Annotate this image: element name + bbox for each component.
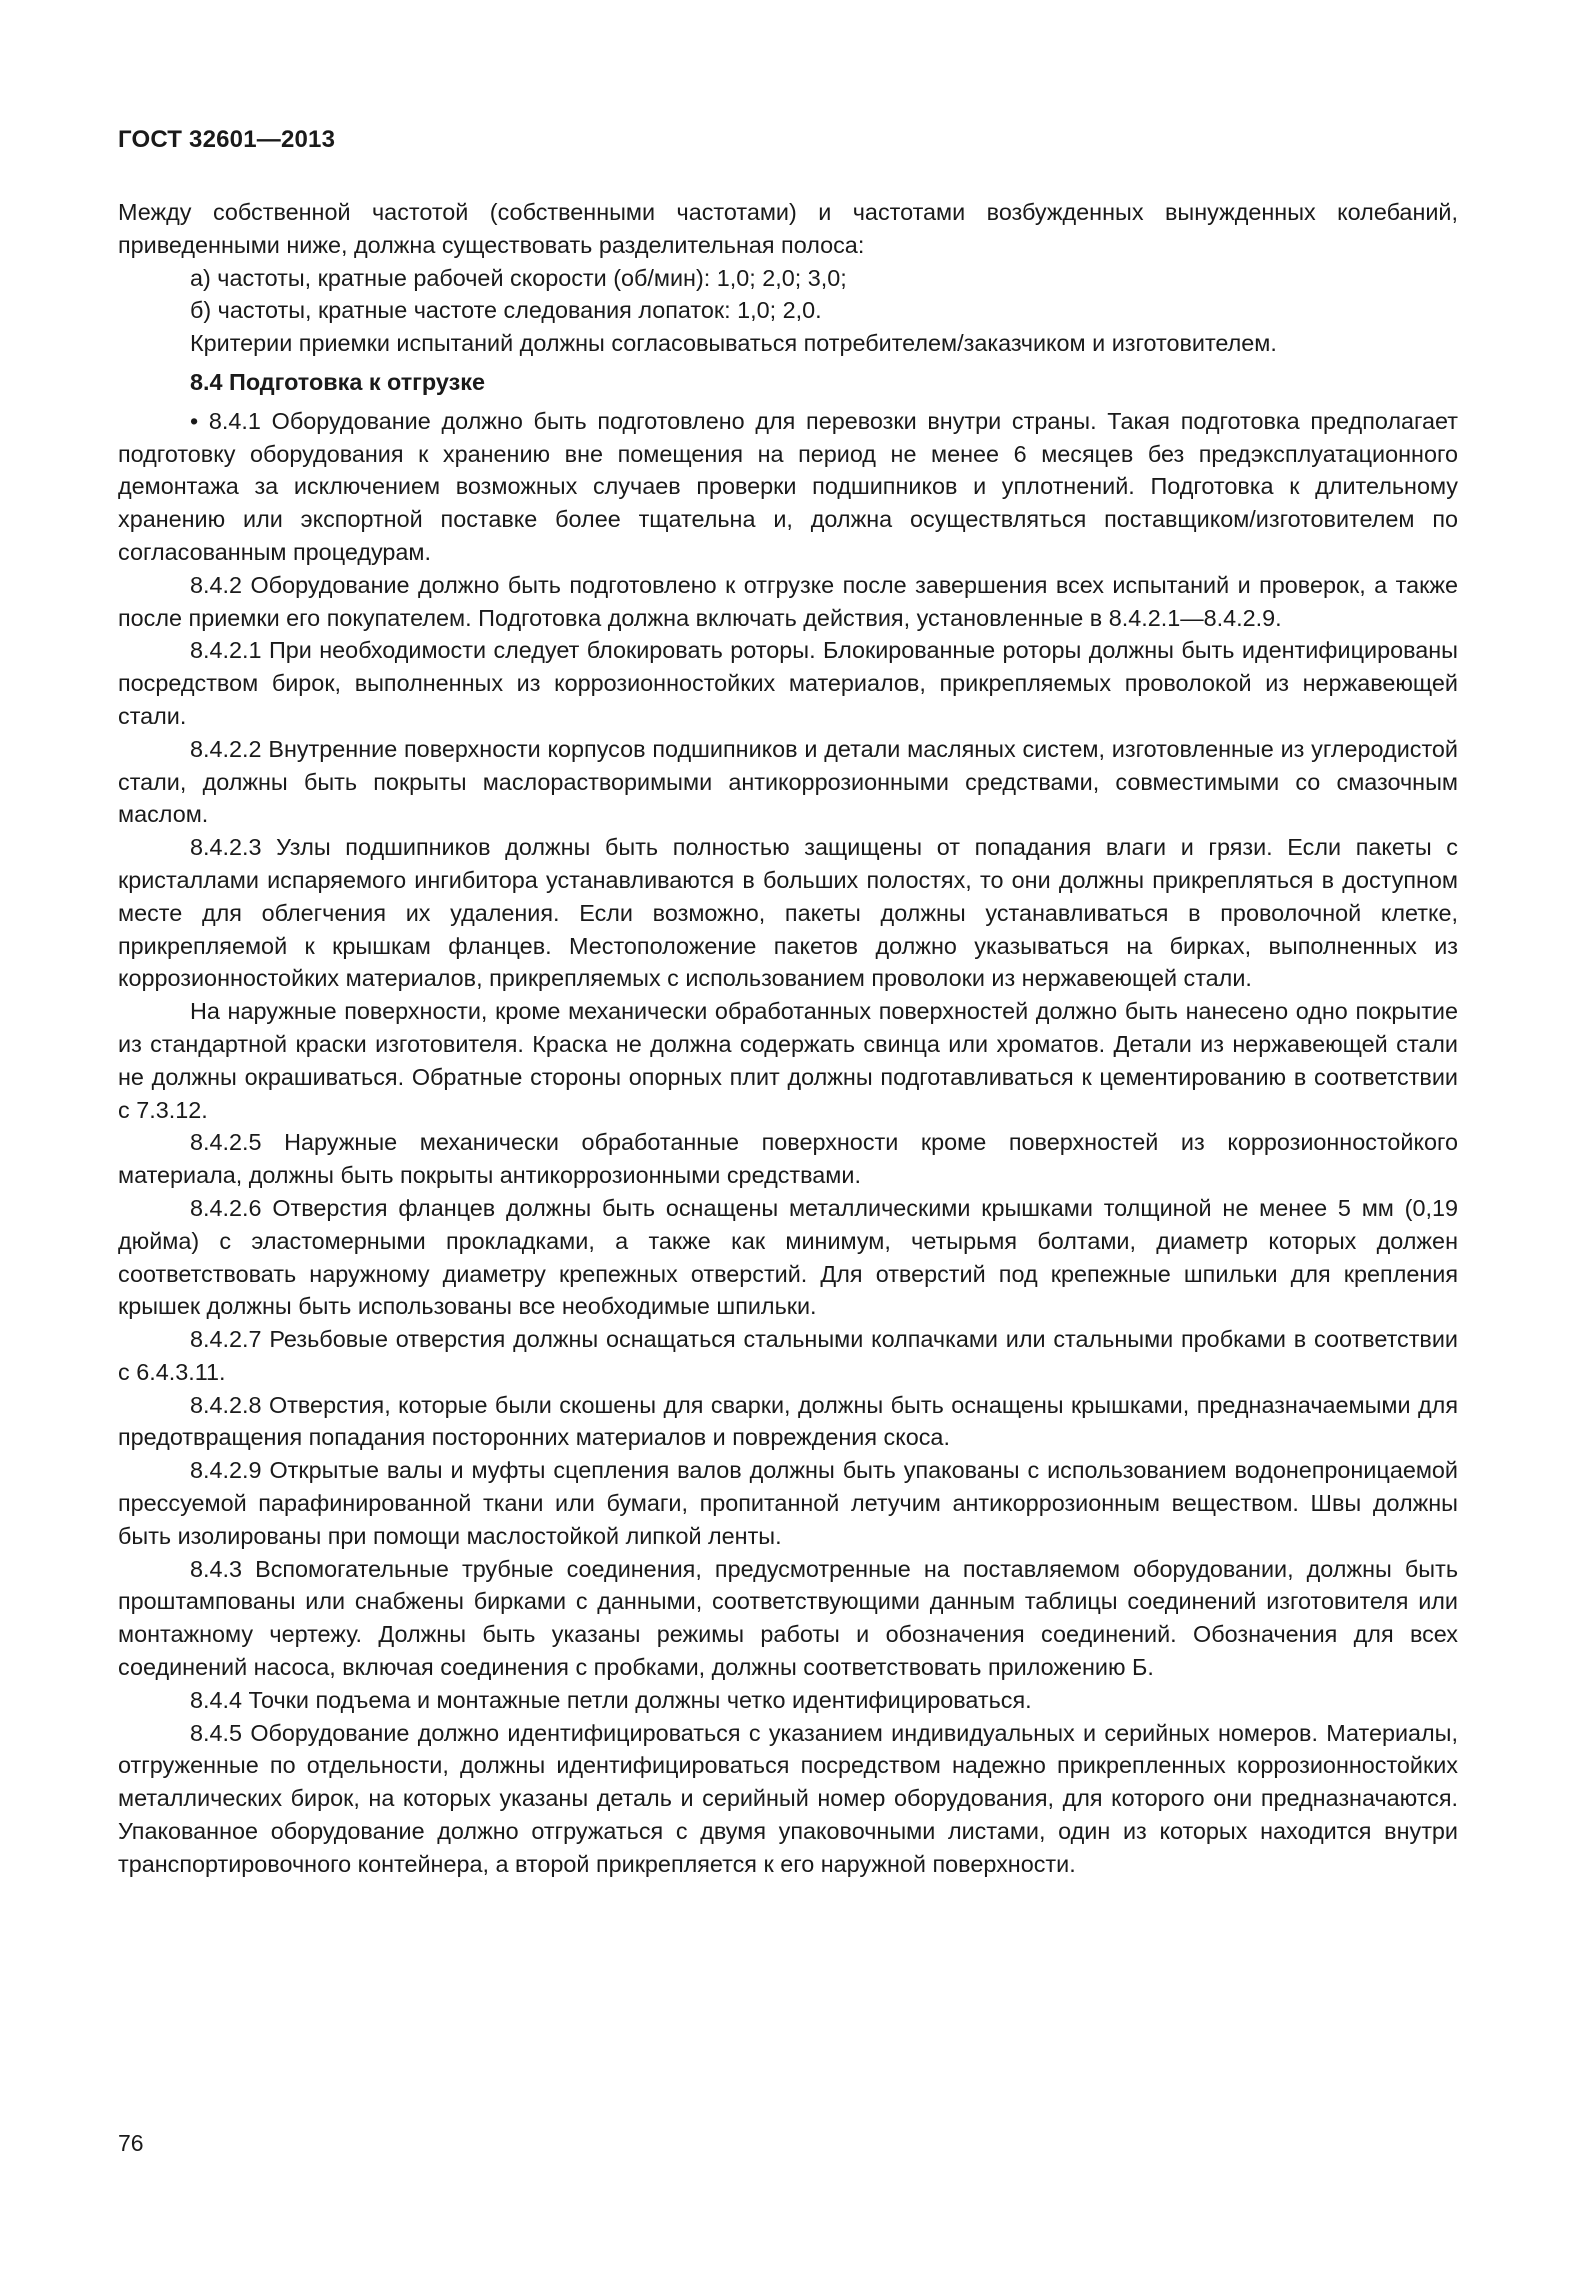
document-body [118,196,1458,1881]
paragraph-8-4-2-2: 8.4.2.2 Внутренние поверхности корпусов подшипников и детали масляных систем, изготовленные из углеродистой стали, должны быть покрыты маслорастворимыми антикоррозионными средствами, совместимыми со смазочным маслом. [118,735,1458,828]
section-heading-8-4: 8.4 Подготовка к отгрузке [190,368,485,395]
paragraph-8-4-2-6: 8.4.2.6 Отверстия фланцев должны быть оснащены металлическими крышками толщиной не менее 5 мм (0,19 дюйма) с эластомерными прокладками, а также как минимум, четырьмя болтами, диаметр которых должен соответствовать наружному диаметру крепежных отверстий. Для отверстий под крепежные шпильки для крепления крышек должны быть использованы все необходимые шпильки. [118,1194,1458,1320]
list-item-a: а) частоты, кратные рабочей скорости (об/мин): 1,0; 2,0; 3,0; [190,264,847,291]
paragraph-8-4-4: 8.4.4 Точки подъема и монтажные петли должны четко идентифицироваться. [190,1686,1032,1713]
paragraph-8-4-2-7: 8.4.2.7 Резьбовые отверстия должны оснащаться стальными колпачками или стальными пробками в соответствии с 6.4.3.11. [118,1326,1458,1385]
paragraph-8-4-2-1: 8.4.2.1 При необходимости следует блокировать роторы. Блокированные роторы должны быть идентифицированы посредством бирок, выполненных из коррозионностойких материалов, прикрепляемых проволокой из нержавеющей стали. [118,637,1458,729]
paragraph-8-4-2-9: 8.4.2.9 Открытые валы и муфты сцепления валов должны быть упакованы с использованием водонепроницаемой прессуемой парафинированной ткани или бумаги, пропитанной летучим антикоррозионным веществом. Швы должны быть изолированы при помощи маслостойкой липкой ленты. [118,1457,1458,1549]
paragraph-8-4-3: 8.4.3 Вспомогательные трубные соединения, предусмотренные на поставляемом оборудовании, должны быть проштампованы или снабжены бирками с данными, соответствующими данным таблицы соединений изготовителя или монтажному чертежу. Должны быть указаны режимы работы и обозначения соединений. Обозначения для всех соединений насоса, включая соединения с пробками, должны соответствовать приложению Б. [118,1555,1458,1681]
paragraph-8-4-1: • 8.4.1 Оборудование должно быть подготовлено для перевозки внутри страны. Такая подготовка предполагает подготовку оборудования к хранению вне помещения на период не менее 6 месяцев без предэксплуатационного демонтажа за исключением возможных случаев проверки подшипников и уплотнений. Подготовка к длительному хранению или экспортной поставке более тщательна и, должна осуществляться поставщиком/изготовителем по согласованным процедурам. [118,407,1458,565]
list-item-b: б) частоты, кратные частоте следования лопаток: 1,0; 2,0. [190,297,822,324]
page-number: 76 [118,2130,144,2156]
paragraph-criteria: Критерии приемки испытаний должны согласовываться потребителем/заказчиком и изготовителем. [190,330,1277,357]
paragraph-8-4-2: 8.4.2 Оборудование должно быть подготовлено к отгрузке после завершения всех испытаний и проверок, а также после приемки его покупателем. Подготовка должна включать действия, установленные в 8.4.2.1—8.4.2.9. [118,571,1458,631]
paragraph-8-4-2-8: 8.4.2.8 Отверстия, которые были скошены для сварки, должны быть оснащены крышками, предназначаемыми для предотвращения попадания посторонних материалов и повреждения скоса. [118,1391,1458,1451]
document-header-title: ГОСТ 32601—2013 [118,126,336,153]
paragraph-outer-surfaces: На наружные поверхности, кроме механически обработанных поверхностей должно быть нанесено одно покрытие из стандартной краски изготовителя. Краска не должна содержать свинца или хроматов. Детали из нержавеющей стали не должны окрашиваться. Обратные стороны опорных плит должны подготавливаться к цементированию в соответствии с 7.3.12. [118,998,1458,1123]
paragraph-8-4-2-3: 8.4.2.3 Узлы подшипников должны быть полностью защищены от попадания влаги и грязи. Если пакеты с кристаллами испаряемого ингибитора устанавливаются в больших полостях, то они должны прикрепляться в доступном месте для облегчения их удаления. Если возможно, пакеты должны устанавливаться в проволочной клетке, прикрепляемой к крышкам фланцев. Местоположение пакетов должно указываться на бирках, выполненных из коррозионностойких материалов, прикрепляемых с использованием проволоки из нержавеющей стали. [118,834,1458,992]
paragraph-8-4-2-5: 8.4.2.5 Наружные механически обработанные поверхности кроме поверхностей из коррозионностойкого материала, должны быть покрыты антикоррозионными средствами. [118,1129,1458,1189]
paragraph-8-4-5: 8.4.5 Оборудование должно идентифицироваться с указанием индивидуальных и серийных номеров. Материалы, отгруженные по отдельности, должны идентифицироваться посредством надежно прикрепленных коррозионностойких металлических бирок, на которых указаны деталь и серийный номер оборудования, для которого они предназначаются. Упакованное оборудование должно отгружаться с двумя упаковочными листами, один из которых находится внутри транспортировочного контейнера, а второй прикрепляется к его наружной поверхности. [118,1719,1458,1877]
paragraph-intro: Между собственной частотой (собственными частотами) и частотами возбужденных вынужденных колебаний, приведенными ниже, должна существовать разделительная полоса: [118,199,1458,258]
